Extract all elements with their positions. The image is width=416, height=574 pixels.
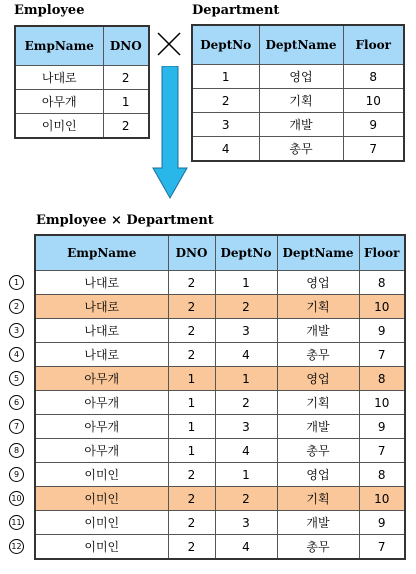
cell-empname: 나대로 [35, 319, 168, 343]
cell-dno: 2 [168, 295, 215, 319]
cell-dno: 2 [168, 343, 215, 367]
table-row [35, 391, 405, 415]
cell-floor: 8 [343, 65, 404, 89]
cell-deptname: 영업 [277, 271, 359, 295]
employee-header-empname: EmpName [15, 26, 103, 66]
cell-deptname: 영업 [277, 463, 359, 487]
table-row [35, 463, 405, 487]
cell-deptno: 2 [215, 487, 277, 511]
product-header-dno: DNO [168, 235, 215, 271]
department-header-floor: Floor [343, 25, 404, 65]
department-header-deptno: DeptNo [192, 25, 259, 65]
cell-deptno: 4 [215, 343, 277, 367]
cell-deptname: 영업 [277, 367, 359, 391]
cell-deptname: 총무 [277, 439, 359, 463]
row-number-badge: 7 [9, 419, 24, 434]
table-row [15, 90, 149, 114]
cell-floor: 10 [359, 295, 405, 319]
cell-dno: 2 [168, 511, 215, 535]
cell-deptname: 총무 [259, 137, 343, 162]
cell-empname: 나대로 [35, 295, 168, 319]
cell-empname: 아무개 [35, 367, 168, 391]
cell-deptno: 2 [215, 295, 277, 319]
department-table [191, 24, 405, 162]
cell-empname: 나대로 [35, 343, 168, 367]
product-header-deptname: DeptName [277, 235, 359, 271]
row-number-badge: 10 [9, 491, 24, 506]
cell-deptname: 개발 [259, 113, 343, 137]
cell-deptname: 개발 [277, 511, 359, 535]
product-table [34, 234, 406, 560]
row-number-badge: 1 [9, 275, 24, 290]
cell-deptno: 4 [215, 439, 277, 463]
cell-empname: 이미인 [35, 463, 168, 487]
cell-dno: 2 [168, 535, 215, 560]
department-title: Department [192, 3, 280, 18]
cell-deptno: 4 [215, 535, 277, 560]
row-number-badge: 12 [9, 539, 24, 554]
cell-floor: 8 [359, 463, 405, 487]
department-header-row [192, 25, 404, 65]
cell-deptname: 기획 [277, 391, 359, 415]
cell-deptname: 기획 [259, 89, 343, 113]
cell-dno: 1 [168, 439, 215, 463]
cell-floor: 9 [359, 415, 405, 439]
cell-empname: 이미인 [35, 487, 168, 511]
cell-dno: 1 [168, 391, 215, 415]
cell-dno: 1 [168, 367, 215, 391]
cell-empname: 이미인 [15, 114, 103, 139]
cell-deptno: 1 [215, 463, 277, 487]
cell-deptno: 4 [192, 137, 259, 162]
cell-empname: 아무개 [35, 391, 168, 415]
cell-floor: 9 [359, 511, 405, 535]
cell-deptname: 총무 [277, 535, 359, 560]
cell-floor: 9 [359, 319, 405, 343]
cell-dno: 1 [103, 90, 149, 114]
cell-empname: 나대로 [35, 271, 168, 295]
product-header-row [35, 235, 405, 271]
cell-empname: 아무개 [35, 415, 168, 439]
cell-deptno: 3 [215, 511, 277, 535]
cell-deptno: 2 [215, 391, 277, 415]
cell-dno: 2 [103, 114, 149, 139]
cell-dno: 2 [168, 487, 215, 511]
table-row [35, 295, 405, 319]
table-row [35, 367, 405, 391]
cell-dno: 2 [168, 319, 215, 343]
table-row [192, 89, 404, 113]
cell-floor: 7 [343, 137, 404, 162]
cell-floor: 8 [359, 271, 405, 295]
row-number-badge: 8 [9, 443, 24, 458]
cell-empname: 아무개 [15, 90, 103, 114]
product-header-floor: Floor [359, 235, 405, 271]
cell-floor: 7 [359, 343, 405, 367]
cell-deptno: 3 [192, 113, 259, 137]
table-row [35, 343, 405, 367]
down-arrow-icon [152, 66, 188, 200]
table-row [35, 535, 405, 560]
cell-deptno: 1 [215, 271, 277, 295]
row-number-badge: 9 [9, 467, 24, 482]
table-row [15, 66, 149, 90]
cell-floor: 8 [359, 367, 405, 391]
cell-dno: 2 [168, 463, 215, 487]
cell-deptname: 기획 [277, 487, 359, 511]
employee-header-row [15, 26, 149, 66]
cell-empname: 이미인 [35, 535, 168, 560]
product-title: Employee × Department [36, 213, 214, 228]
cell-deptno: 1 [192, 65, 259, 89]
cell-deptno: 3 [215, 415, 277, 439]
cell-floor: 10 [359, 487, 405, 511]
row-number-badge: 5 [9, 371, 24, 386]
row-number-badge: 4 [9, 347, 24, 362]
row-number-badge: 11 [9, 515, 24, 530]
employee-table [14, 25, 150, 139]
cell-empname: 이미인 [35, 511, 168, 535]
table-row [35, 271, 405, 295]
cell-deptname: 기획 [277, 295, 359, 319]
row-number-badge: 6 [9, 395, 24, 410]
cell-deptno: 3 [215, 319, 277, 343]
cell-floor: 9 [343, 113, 404, 137]
row-number-badge: 2 [9, 299, 24, 314]
cell-deptname: 개발 [277, 319, 359, 343]
cell-empname: 아무개 [35, 439, 168, 463]
cell-floor: 7 [359, 535, 405, 560]
cell-deptname: 개발 [277, 415, 359, 439]
table-row [35, 511, 405, 535]
department-header-deptname: DeptName [259, 25, 343, 65]
table-row [192, 65, 404, 89]
employee-header-dno: DNO [103, 26, 149, 66]
table-row [35, 487, 405, 511]
cell-floor: 10 [343, 89, 404, 113]
cell-floor: 10 [359, 391, 405, 415]
table-row [192, 137, 404, 162]
table-row [35, 319, 405, 343]
cross-product-icon [156, 31, 182, 57]
employee-title: Employee [14, 3, 85, 18]
table-row [35, 439, 405, 463]
table-row [15, 114, 149, 139]
row-number-badge: 3 [9, 323, 24, 338]
cell-deptno: 1 [215, 367, 277, 391]
cell-deptname: 영업 [259, 65, 343, 89]
table-row [35, 415, 405, 439]
table-row [192, 113, 404, 137]
cell-deptno: 2 [192, 89, 259, 113]
cell-empname: 나대로 [15, 66, 103, 90]
cell-floor: 7 [359, 439, 405, 463]
cell-dno: 1 [168, 415, 215, 439]
cell-deptname: 총무 [277, 343, 359, 367]
product-header-deptno: DeptNo [215, 235, 277, 271]
product-header-empname: EmpName [35, 235, 168, 271]
cell-dno: 2 [103, 66, 149, 90]
cell-dno: 2 [168, 271, 215, 295]
